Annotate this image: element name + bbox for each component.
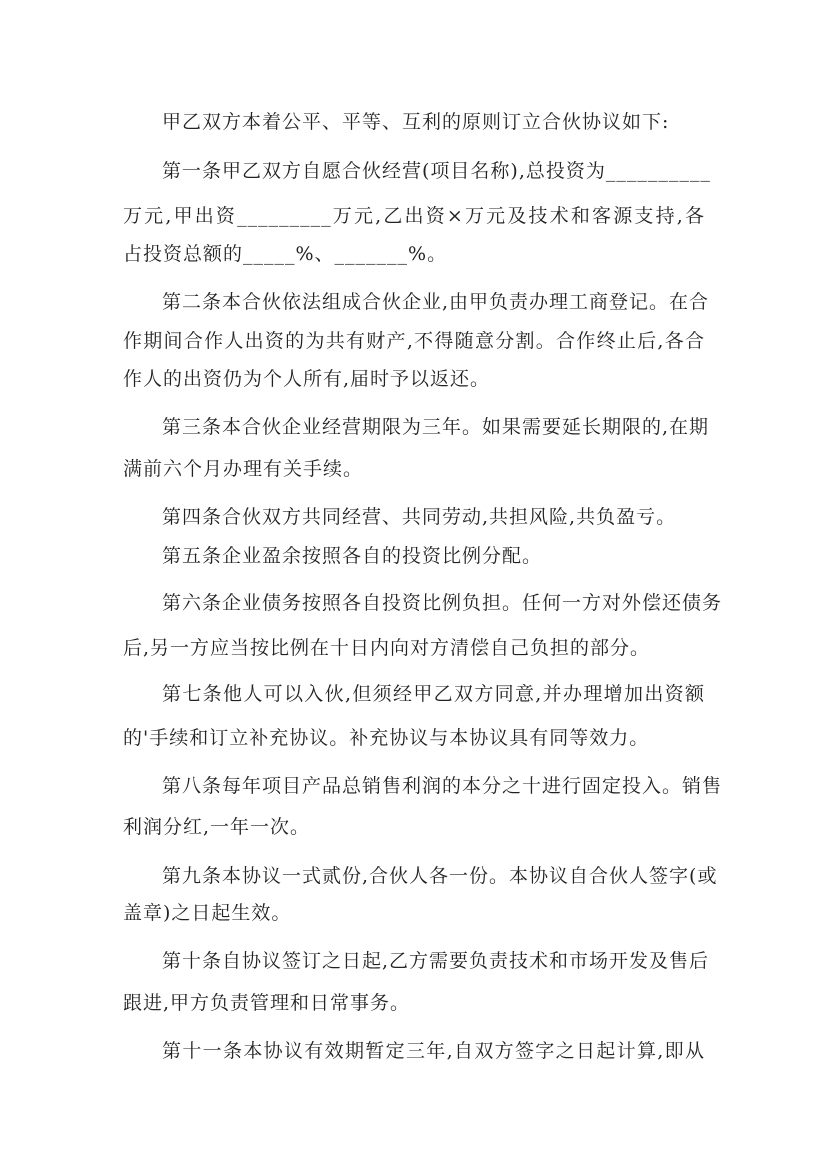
paragraph-line: 利润分红,一年一次。 xyxy=(123,816,311,838)
paragraph-line: 第四条合伙双方共同经营、共同劳动,共担风险,共负盈亏。 xyxy=(162,506,677,528)
paragraph-line: 第六条企业债务按照各自投资比例负担。任何一方对外偿还债务 xyxy=(162,592,723,614)
paragraph-line: 盖章)之日起生效。 xyxy=(123,902,292,924)
paragraph-line: 第九条本协议一式贰份,合伙人各一份。本协议自合伙人签字(或 xyxy=(162,865,718,887)
paragraph-line: 第十一条本协议有效期暂定三年,自双方签字之日起计算,即从 xyxy=(162,1040,705,1062)
paragraph-line: 满前六个月办理有关手续。 xyxy=(123,458,364,480)
paragraph-line: 的'手续和订立补充协议。补充协议与本协议具有同等效力。 xyxy=(123,727,650,749)
paragraph-line: 第八条每年项目产品总销售利润的本分之十进行固定投入。销售 xyxy=(162,775,723,797)
paragraph-line: 万元,甲出资_________万元,乙出资×万元及技术和客源支持,各 xyxy=(123,205,705,227)
paragraph-line: 第七条他人可以入伙,但须经甲乙双方同意,并办理增加出资额 xyxy=(162,683,705,705)
paragraph-line: 作人的出资仍为个人所有,届时予以返还。 xyxy=(123,368,491,390)
paragraph-line: 第十条自协议签订之日起,乙方需要负责技术和市场开发及售后 xyxy=(162,950,710,972)
paragraph-line: 甲乙双方本着公平、平等、互利的原则订立合伙协议如下: xyxy=(162,111,670,133)
paragraph-line: 作期间合作人出资的为共有财产,不得随意分割。合作终止后,各合 xyxy=(123,330,705,352)
paragraph-line: 后,另一方应当按比例在十日内向对方清偿自己负担的部分。 xyxy=(123,637,651,659)
paragraph-line: 第一条甲乙双方自愿合伙经营(项目名称),总投资为__________ xyxy=(162,160,711,182)
paragraph-line: 第二条本合伙依法组成合伙企业,由甲负责办理工商登记。在合 xyxy=(162,291,710,313)
paragraph-line: 第三条本合伙企业经营期限为三年。如果需要延长期限的,在期 xyxy=(162,416,710,438)
paragraph-line: 占投资总额的_____%、_______%。 xyxy=(123,243,448,265)
paragraph-line: 跟进,甲方负责管理和日常事务。 xyxy=(123,992,411,1014)
paragraph-line: 第五条企业盈余按照各自的投资比例分配。 xyxy=(162,545,543,567)
